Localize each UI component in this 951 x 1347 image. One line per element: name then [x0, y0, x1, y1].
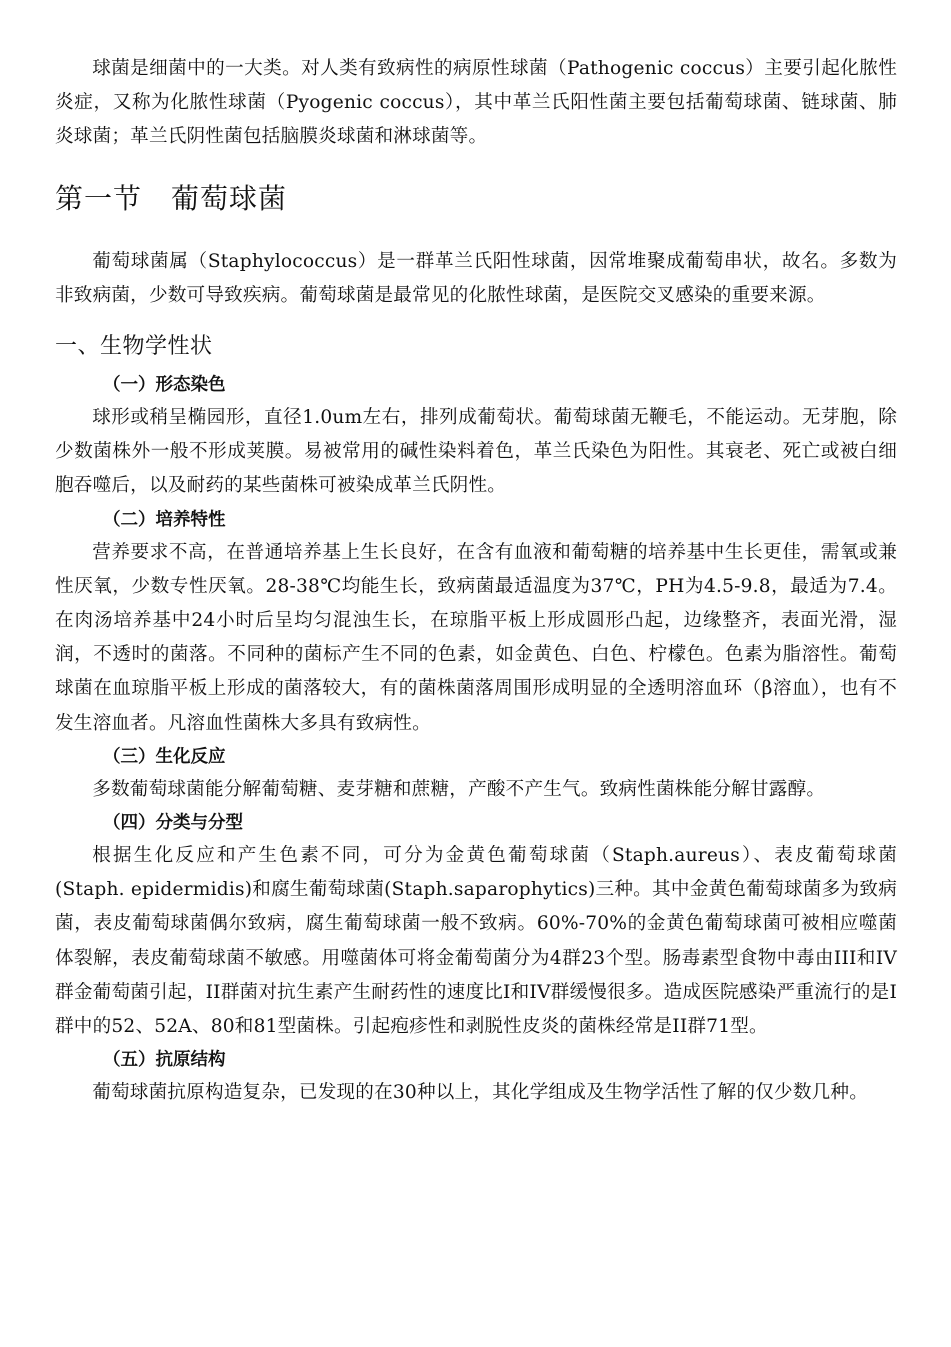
- section-title: 第一节 葡萄球菌: [55, 181, 288, 215]
- item-title-antigen: （五）抗原结构: [103, 1050, 226, 1071]
- intro-paragraph: 球菌是细菌中的一大类。对人类有致病性的病原性球菌（Pathogenic coccus）主要引起化脓性炎症，又称为化脓性球菌（Pyogenic coccus），其中革兰氏阳性菌主要包括葡萄球菌、链球菌、肺炎球菌；革兰氏阴性菌包括脑膜炎球菌和淋球菌等。: [55, 58, 897, 148]
- document-page: [55, 52, 897, 1110]
- item-title-biochemistry: （三）生化反应: [103, 746, 226, 767]
- item-title-culture: （二）培养特性: [103, 509, 226, 530]
- item-text-biochemistry: 多数葡萄球菌能分解葡萄糖、麦芽糖和蔗糖，产酸不产生气。致病性菌株能分解甘露醇。: [92, 778, 826, 800]
- item-title-morphology: （一）形态染色: [103, 375, 226, 396]
- item-text-classification: 根据生化反应和产生色素不同，可分为金黄色葡萄球菌（Staph.aureus）、表皮葡萄球菌(Staph. epidermidis)和腐生葡萄球菌(Staph.saparophytics)三种。其中金黄色葡萄球菌多为致病菌，表皮葡萄球菌偶尔致病，腐生葡萄球菌一般不致病。60%-70%的金黄色葡萄球菌可被相应噬菌体裂解，表皮葡萄球菌不敏感。用噬菌体可将金葡萄菌分为4群23个型。肠毒素型食物中毒由III和IV群金葡萄菌引起，II群菌对抗生素产生耐药性的速度比I和IV群缓慢很多。造成医院感染严重流行的是I群中的52、52A、80和81型菌株。引起疱疹性和剥脱性皮炎的菌株经常是II群71型。: [55, 845, 897, 1038]
- item-text-antigen: 葡萄球菌抗原构造复杂，已发现的在30种以上，其化学组成及生物学活性了解的仅少数几种。: [92, 1082, 868, 1104]
- section-paragraph: 葡萄球菌属（Staphylococcus）是一群革兰氏阳性球菌，因常堆聚成葡萄串状，故名。多数为非致病菌，少数可导致疾病。葡萄球菌是最常见的化脓性球菌，是医院交叉感染的重要来源。: [55, 250, 897, 306]
- item-title-classification: （四）分类与分型: [103, 813, 243, 834]
- subsection-title: 一、生物学性状: [55, 334, 213, 360]
- item-text-culture: 营养要求不高，在普通培养基上生长良好，在含有血液和葡萄糖的培养基中生长更佳，需氧或兼性厌氧，少数专性厌氧。28-38℃均能生长，致病菌最适温度为37℃，PH为4.5-9.8，最适为7.4。在肉汤培养基中24小时后呈均匀混浊生长，在琼脂平板上形成圆形凸起，边缘整齐，表面光滑，湿润，不透时的菌落。不同种的菌标产生不同的色素，如金黄色、白色、柠檬色。色素为脂溶性。葡萄球菌在血琼脂平板上形成的菌落较大，有的菌株菌落周围形成明显的全透明溶血环（β溶血），也有不发生溶血者。凡溶血性菌株大多具有致病性。: [55, 541, 897, 734]
- item-text-morphology: 球形或稍呈椭园形，直径1.0um左右，排列成葡萄状。葡萄球菌无鞭毛，不能运动。无芽胞，除少数菌株外一般不形成荚膜。易被常用的碱性染料着色，革兰氏染色为阳性。其衰老、死亡或被白细胞吞噬后，以及耐药的某些菌株可被染成革兰氏阴性。: [55, 407, 897, 497]
